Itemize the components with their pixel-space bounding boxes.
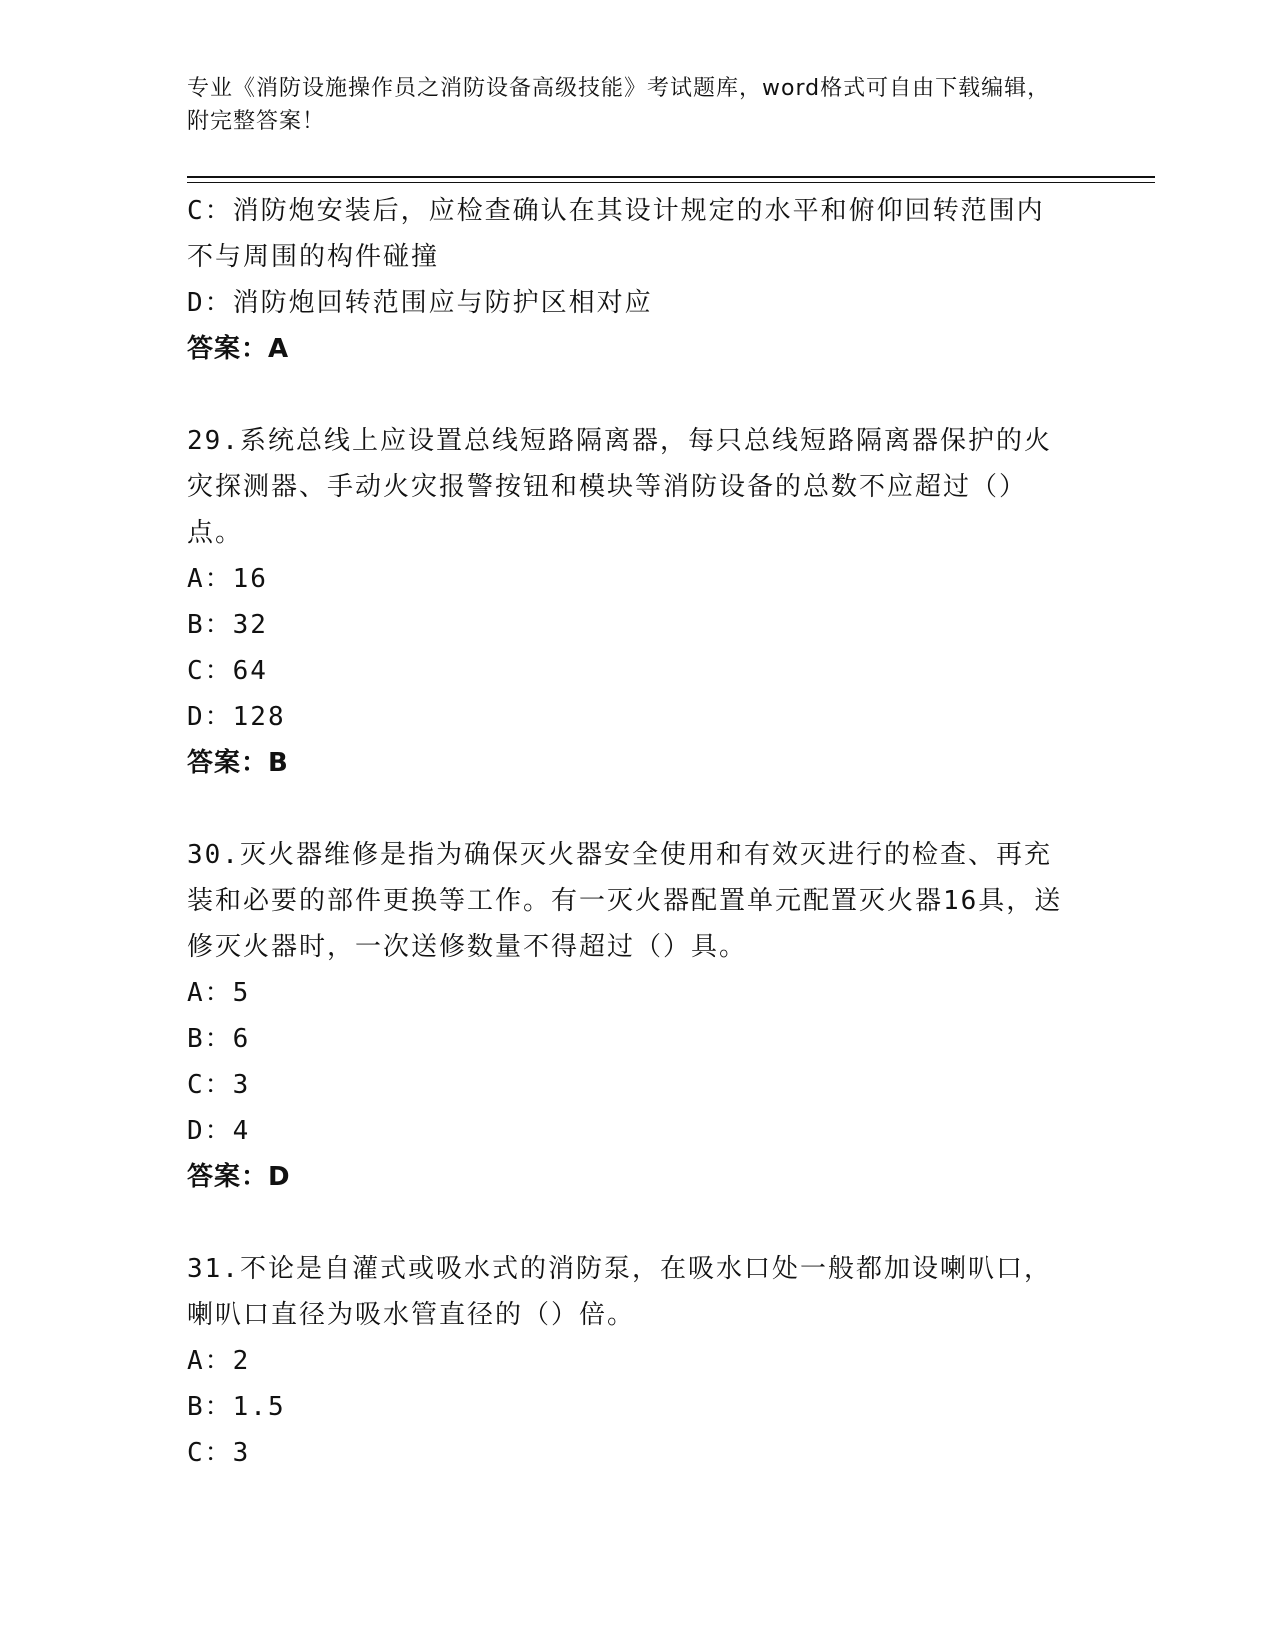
option-d: D：消防炮回转范围应与防护区相对应 — [187, 288, 653, 318]
option-c: C：消防炮安装后，应检查确认在其设计规定的水平和俯仰回转范围内不与周围的构件碰撞 — [187, 196, 1045, 272]
document-body — [187, 188, 1087, 1476]
option-b: B：32 — [187, 610, 268, 640]
answer-line: 答案：D — [187, 1162, 291, 1192]
option-c: C：3 — [187, 1070, 251, 1100]
option-b: B：1.5 — [187, 1392, 286, 1422]
option-a: A：2 — [187, 1346, 251, 1376]
option-d: D：4 — [187, 1116, 251, 1146]
option-d: D：128 — [187, 702, 286, 732]
question-stem-31: 31.不论是自灌式或吸水式的消防泵，在吸水口处一般都加设喇叭口，喇叭口直径为吸水管直径的（）倍。 — [187, 1254, 1052, 1330]
header-rule-thick — [187, 176, 1155, 178]
option-b: B：6 — [187, 1024, 251, 1054]
answer-line: 答案：B — [187, 748, 289, 778]
option-c: C：64 — [187, 656, 268, 686]
question-stem-30: 30.灭火器维修是指为确保灭火器安全使用和有效灭进行的检查、再充装和必要的部件更换等工作。有一灭火器配置单元配置灭火器16具，送修灭火器时，一次送修数量不得超过（）具。 — [187, 840, 1063, 962]
option-a: A：5 — [187, 978, 251, 1008]
option-a: A：16 — [187, 564, 268, 594]
document-header: 专业《消防设施操作员之消防设备高级技能》考试题库，word格式可自由下载编辑，附完整答案！ — [187, 76, 1051, 134]
question-stem-29: 29.系统总线上应设置总线短路隔离器，每只总线短路隔离器保护的火灾探测器、手动火灾报警按钮和模块等消防设备的总数不应超过（）点。 — [187, 426, 1052, 548]
answer-line: 答案：A — [187, 334, 290, 364]
option-c: C：3 — [187, 1438, 251, 1468]
header-rule-thin — [187, 182, 1155, 183]
